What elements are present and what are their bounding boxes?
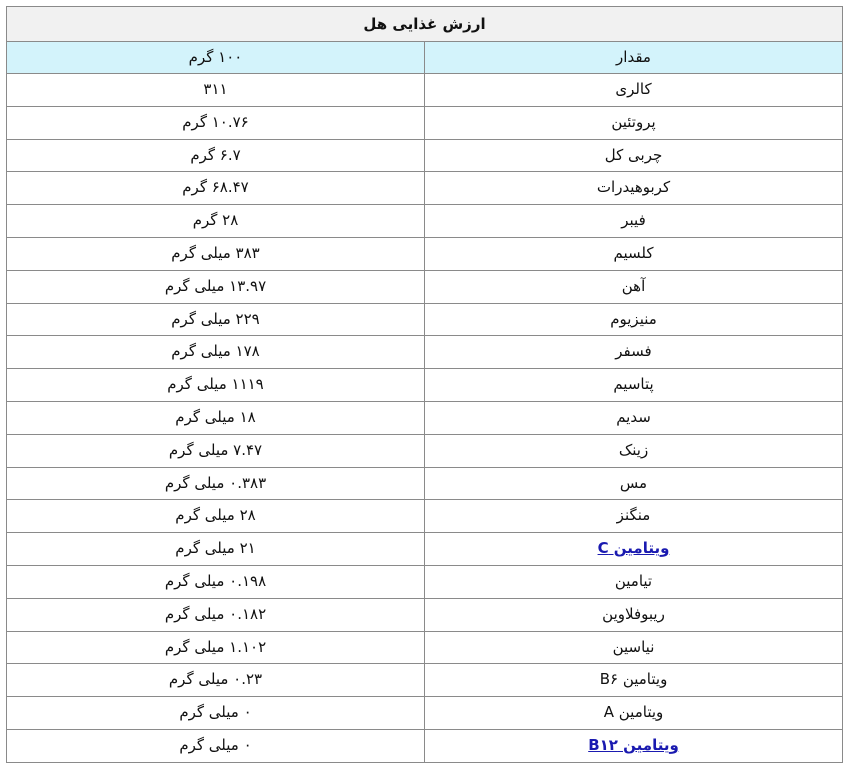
- table-header-row: [7, 42, 843, 74]
- table-body: [7, 74, 843, 763]
- nutrient-value-cell: ۱۳.۹۷ میلی گرم: [7, 270, 425, 303]
- table-row: [7, 205, 843, 238]
- table-row: [7, 434, 843, 467]
- nutrient-value-cell: ۰.۳۸۳ میلی گرم: [7, 467, 425, 500]
- table-row: [7, 500, 843, 533]
- nutrient-name-cell: کربوهیدرات: [425, 172, 843, 205]
- nutrient-value-cell: ۶۸.۴۷ گرم: [7, 172, 425, 205]
- nutrient-value-cell: ۱۱۱۹ میلی گرم: [7, 369, 425, 402]
- table-row: [7, 401, 843, 434]
- nutrient-value-cell: ۰ میلی گرم: [7, 697, 425, 730]
- table-row: [7, 729, 843, 762]
- table-row: [7, 303, 843, 336]
- header-value-cell: ۱۰۰ گرم: [7, 42, 425, 74]
- table-row: [7, 697, 843, 730]
- table-row: [7, 270, 843, 303]
- nutrient-name-cell: پروتئین: [425, 106, 843, 139]
- table-row: [7, 336, 843, 369]
- nutrient-name-cell: چربی کل: [425, 139, 843, 172]
- nutrient-value-cell: ۰.۲۳ میلی گرم: [7, 664, 425, 697]
- nutrient-name-cell: نیاسین: [425, 631, 843, 664]
- nutrient-name-cell: ویتامین B۶: [425, 664, 843, 697]
- nutrient-value-cell: ۱.۱۰۲ میلی گرم: [7, 631, 425, 664]
- nutrition-table-container: [6, 6, 842, 763]
- nutrient-name-cell: زینک: [425, 434, 843, 467]
- table-row: [7, 237, 843, 270]
- table-title: ارزش غذایی هل: [7, 7, 843, 42]
- table-row: [7, 467, 843, 500]
- nutrient-name-cell: ویتامین A: [425, 697, 843, 730]
- table-row: [7, 369, 843, 402]
- nutrient-name-cell: مس: [425, 467, 843, 500]
- table-row: [7, 565, 843, 598]
- nutrient-name-cell[interactable]: [425, 729, 843, 762]
- nutrient-name-cell: تیامین: [425, 565, 843, 598]
- nutrient-value-cell: ۷.۴۷ میلی گرم: [7, 434, 425, 467]
- nutrient-name-cell: کالری: [425, 74, 843, 107]
- nutrient-name-cell: منیزیوم: [425, 303, 843, 336]
- nutrient-name-cell: ریبوفلاوین: [425, 598, 843, 631]
- nutrient-name-cell[interactable]: [425, 533, 843, 566]
- table-row: [7, 598, 843, 631]
- nutrient-name-cell: پتاسیم: [425, 369, 843, 402]
- table-title-row: [7, 7, 843, 42]
- nutrient-name-cell: آهن: [425, 270, 843, 303]
- header-name-cell: مقدار: [425, 42, 843, 74]
- nutrient-value-cell: ۶.۷ گرم: [7, 139, 425, 172]
- nutrition-table: [6, 6, 843, 763]
- nutrient-value-cell: ۳۸۳ میلی گرم: [7, 237, 425, 270]
- nutrient-name-cell: سدیم: [425, 401, 843, 434]
- table-row: [7, 106, 843, 139]
- table-row: [7, 533, 843, 566]
- table-row: [7, 172, 843, 205]
- table-row: [7, 631, 843, 664]
- nutrient-value-cell: ۰.۱۸۲ میلی گرم: [7, 598, 425, 631]
- nutrient-name-cell: فسفر: [425, 336, 843, 369]
- nutrient-name-cell: کلسیم: [425, 237, 843, 270]
- nutrient-value-cell: ۰.۱۹۸ میلی گرم: [7, 565, 425, 598]
- nutrient-value-cell: ۰ میلی گرم: [7, 729, 425, 762]
- nutrient-value-cell: ۱۷۸ میلی گرم: [7, 336, 425, 369]
- table-row: [7, 74, 843, 107]
- nutrient-name-cell: منگنز: [425, 500, 843, 533]
- nutrient-value-cell: ۲۸ میلی گرم: [7, 500, 425, 533]
- nutrient-value-cell: ۲۸ گرم: [7, 205, 425, 238]
- nutrient-value-cell: ۲۲۹ میلی گرم: [7, 303, 425, 336]
- nutrient-value-cell: ۱۸ میلی گرم: [7, 401, 425, 434]
- table-row: [7, 664, 843, 697]
- nutrient-value-cell: ۱۰.۷۶ گرم: [7, 106, 425, 139]
- table-row: [7, 139, 843, 172]
- nutrient-link[interactable]: ویتامین B۱۲: [588, 735, 679, 754]
- nutrient-value-cell: ۳۱۱: [7, 74, 425, 107]
- nutrient-value-cell: ۲۱ میلی گرم: [7, 533, 425, 566]
- nutrient-name-cell: فیبر: [425, 205, 843, 238]
- nutrient-link[interactable]: ویتامین C: [597, 539, 670, 558]
